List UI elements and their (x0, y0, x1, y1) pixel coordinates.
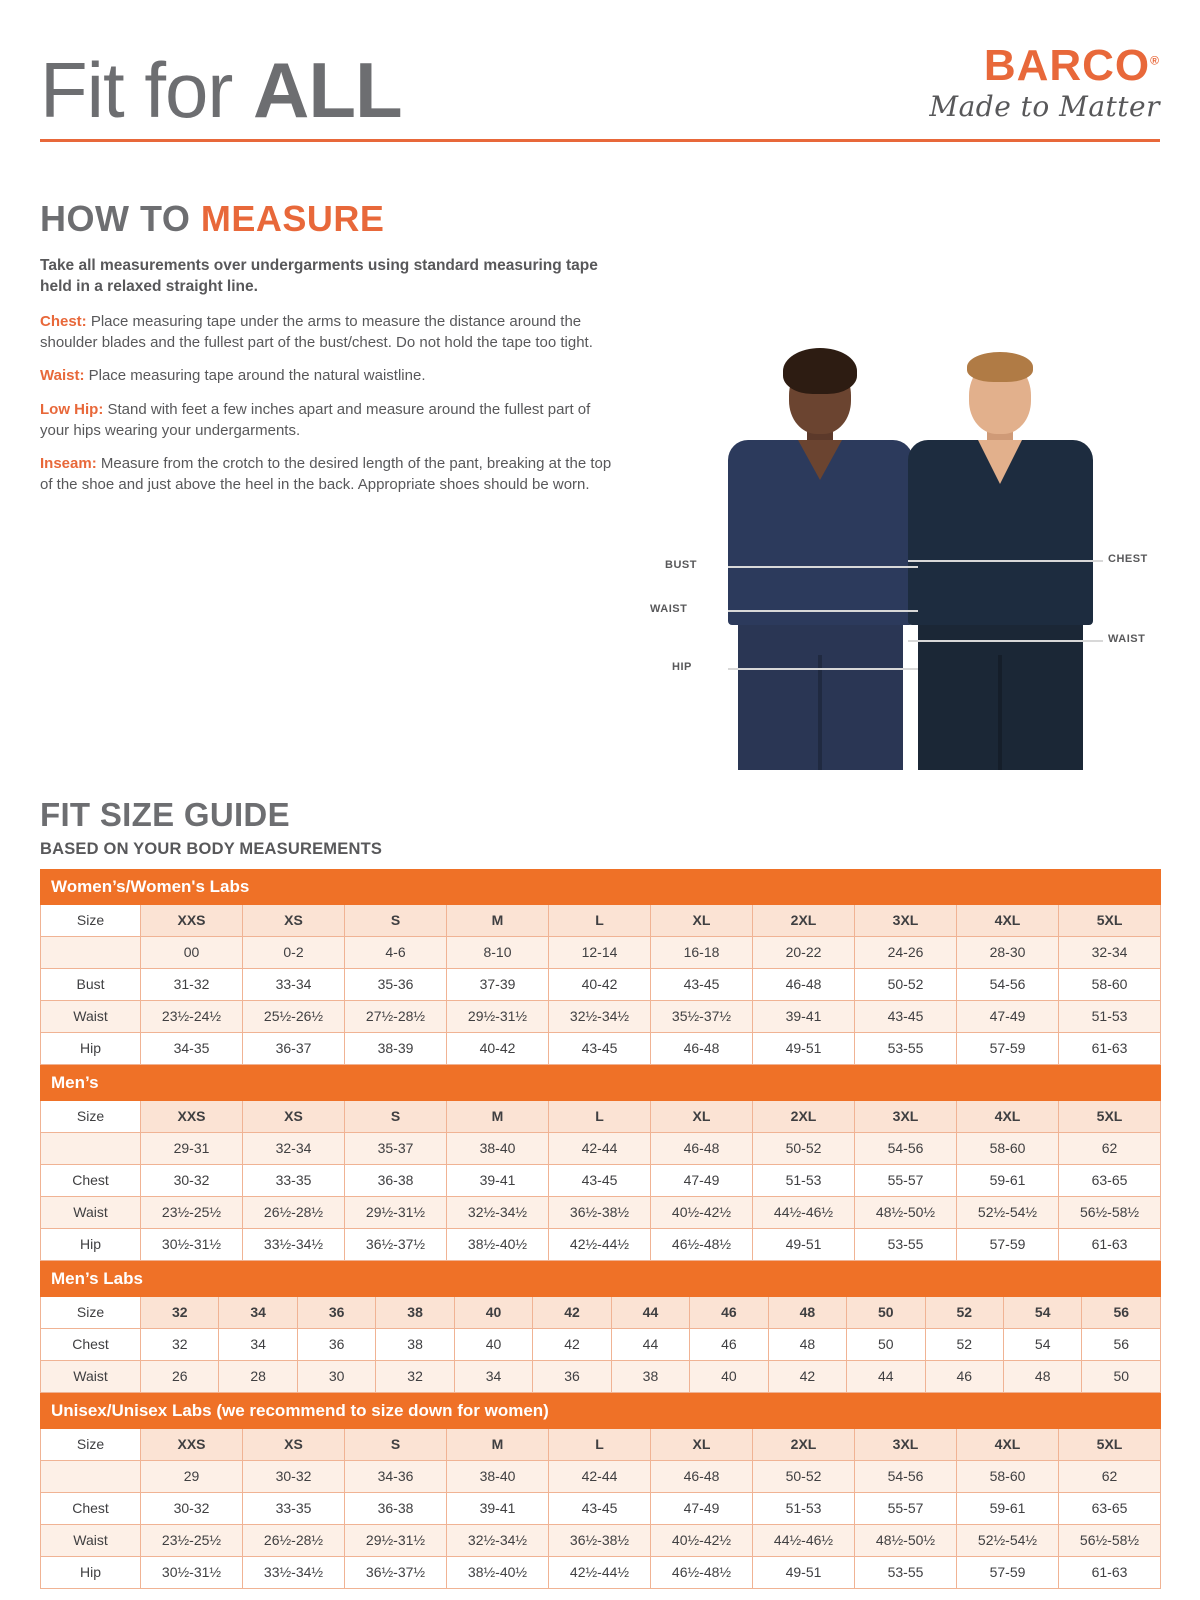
table-row-label: Waist (41, 1000, 141, 1032)
table-cell: 42-44 (549, 1132, 651, 1164)
table-cell: 27½-28½ (345, 1000, 447, 1032)
table-row (41, 1164, 1161, 1196)
brand-name-text: BARCO (983, 41, 1151, 90)
table-cell: 46½-48½ (651, 1556, 753, 1588)
table-cell: 29½-31½ (345, 1524, 447, 1556)
size-table-section-title: Women’s/Women's Labs (41, 869, 1161, 904)
table-cell: 54-56 (957, 968, 1059, 1000)
table-cell: 34 (219, 1328, 297, 1360)
table-row (41, 936, 1161, 968)
measure-item-chest-text: Place measuring tape under the arms to measure the distance around the shoulder blades and the fullest part of the bust/chest. Do not hold the tape too tight. (40, 312, 593, 351)
measure-item-waist-text: Place measuring tape around the natural waistline. (84, 367, 426, 385)
table-cell: XS (243, 1428, 345, 1460)
male-model-vneck (978, 440, 1022, 484)
table-cell: 52 (925, 1296, 1003, 1328)
table-cell: 23½-25½ (141, 1524, 243, 1556)
size-table-section-header (41, 1393, 1161, 1428)
table-cell: 38½-40½ (447, 1556, 549, 1588)
table-cell: 49-51 (753, 1032, 855, 1064)
label-hip: HIP (672, 661, 692, 673)
table-cell: 61-63 (1059, 1556, 1161, 1588)
table-cell: 42½-44½ (549, 1228, 651, 1260)
table-cell: 47-49 (651, 1164, 753, 1196)
table-cell: 57-59 (957, 1228, 1059, 1260)
table-cell: 43-45 (549, 1492, 651, 1524)
table-row-label: Size (41, 1428, 141, 1460)
measure-item-low-hip-text: Stand with feet a few inches apart and measure around the fullest part of your hips wearing your undergarments. (40, 400, 591, 439)
table-row (41, 1228, 1161, 1260)
table-row (41, 1492, 1161, 1524)
table-cell: S (345, 1428, 447, 1460)
size-tables (40, 869, 1160, 1589)
female-model-head (789, 360, 851, 434)
table-cell: 2XL (753, 1428, 855, 1460)
label-bust: BUST (665, 559, 697, 571)
table-cell: 59-61 (957, 1164, 1059, 1196)
how-to-measure-section (40, 198, 640, 496)
label-chest: CHEST (1108, 553, 1148, 565)
label-waist-right: WAIST (1108, 633, 1146, 645)
brand-logo (929, 41, 1160, 127)
table-cell: 48½-50½ (855, 1524, 957, 1556)
table-cell: 3XL (855, 1100, 957, 1132)
table-cell: 50-52 (753, 1132, 855, 1164)
waist-measure-line-female (728, 610, 918, 612)
table-cell: 38 (376, 1328, 454, 1360)
table-cell: 32½-34½ (447, 1524, 549, 1556)
brand-name (983, 41, 1160, 90)
size-table-section-title: Men’s Labs (41, 1261, 1161, 1296)
table-cell: 42½-44½ (549, 1556, 651, 1588)
table-cell: XXS (141, 1428, 243, 1460)
size-table (40, 1393, 1161, 1589)
table-cell: 62 (1059, 1132, 1161, 1164)
table-cell: L (549, 904, 651, 936)
table-cell: 30-32 (141, 1164, 243, 1196)
measure-lead-text: Take all measurements over undergarments using standard measuring tape held in a relaxed straight line. (40, 257, 598, 295)
table-cell: 46-48 (753, 968, 855, 1000)
table-cell: 46-48 (651, 1460, 753, 1492)
size-table (40, 869, 1161, 1065)
bust-measure-line (728, 566, 918, 568)
table-cell: 50 (847, 1328, 925, 1360)
page-title-bold: ALL (253, 45, 402, 134)
table-cell: 44½-46½ (753, 1524, 855, 1556)
table-cell: 00 (141, 936, 243, 968)
table-cell: 4XL (957, 1100, 1059, 1132)
size-table-section-header (41, 869, 1161, 904)
table-cell: 36½-37½ (345, 1556, 447, 1588)
table-cell: 35-37 (345, 1132, 447, 1164)
table-cell: 50 (1082, 1360, 1161, 1392)
table-cell: 36 (533, 1360, 611, 1392)
registered-trademark-icon: ® (1150, 53, 1160, 68)
table-row (41, 1328, 1161, 1360)
table-cell: 30-32 (141, 1492, 243, 1524)
hip-measure-line (728, 668, 918, 670)
table-cell: 42 (533, 1328, 611, 1360)
measure-item-waist-label: Waist: (40, 367, 85, 385)
table-cell: 30-32 (243, 1460, 345, 1492)
table-cell: 48½-50½ (855, 1196, 957, 1228)
table-cell: 33-35 (243, 1492, 345, 1524)
table-row (41, 1132, 1161, 1164)
table-cell: 29-31 (141, 1132, 243, 1164)
male-model-scrub-pants (918, 625, 1083, 770)
table-cell: 3XL (855, 904, 957, 936)
table-cell: M (447, 1428, 549, 1460)
table-cell: 59-61 (957, 1492, 1059, 1524)
measure-item-inseam-text: Measure from the crotch to the desired length of the pant, breaking at the top of the shoe and just above the heel in the back. Appropriate shoes should be worn. (40, 455, 612, 493)
table-row-label: Chest (41, 1328, 141, 1360)
table-cell: XS (243, 904, 345, 936)
table-cell: 36½-37½ (345, 1228, 447, 1260)
table-cell: 32-34 (1059, 936, 1161, 968)
table-row-label: Hip (41, 1228, 141, 1260)
male-model-scrub-top (908, 440, 1093, 625)
table-cell: 40½-42½ (651, 1196, 753, 1228)
table-cell: S (345, 1100, 447, 1132)
measurement-diagram (650, 370, 1160, 770)
table-cell: 54-56 (855, 1460, 957, 1492)
size-table-section-header (41, 1065, 1161, 1100)
table-cell: 35½-37½ (651, 1000, 753, 1032)
table-row (41, 1032, 1161, 1064)
table-cell: 44 (611, 1328, 689, 1360)
female-model-scrub-pants (738, 625, 903, 770)
table-cell: 46½-48½ (651, 1228, 753, 1260)
table-cell: 2XL (753, 904, 855, 936)
table-cell: 56 (1082, 1296, 1161, 1328)
table-cell: 3XL (855, 1428, 957, 1460)
table-cell: 61-63 (1059, 1228, 1161, 1260)
table-cell: XL (651, 904, 753, 936)
table-cell: L (549, 1100, 651, 1132)
table-row (41, 904, 1161, 936)
table-cell: 36½-38½ (549, 1196, 651, 1228)
table-row-label (41, 936, 141, 968)
table-cell: 51-53 (753, 1164, 855, 1196)
table-row-label: Size (41, 1296, 141, 1328)
table-cell: 47-49 (651, 1492, 753, 1524)
fit-size-guide-heading: FIT SIZE GUIDE (40, 795, 290, 833)
table-cell: 54-56 (855, 1132, 957, 1164)
table-cell: 33½-34½ (243, 1228, 345, 1260)
table-cell: 33-35 (243, 1164, 345, 1196)
table-cell: 20-22 (753, 936, 855, 968)
table-cell: 40-42 (447, 1032, 549, 1064)
measure-item-waist (40, 366, 615, 387)
table-cell: 36 (297, 1328, 375, 1360)
table-cell: 23½-24½ (141, 1000, 243, 1032)
table-cell: 58-60 (1059, 968, 1161, 1000)
table-cell: 53-55 (855, 1228, 957, 1260)
table-cell: 48 (1003, 1360, 1081, 1392)
table-cell: 44½-46½ (753, 1196, 855, 1228)
table-cell: 5XL (1059, 904, 1161, 936)
table-row (41, 1428, 1161, 1460)
table-cell: 37-39 (447, 968, 549, 1000)
table-cell: 40½-42½ (651, 1524, 753, 1556)
table-cell: 57-59 (957, 1556, 1059, 1588)
table-cell: 56 (1082, 1328, 1161, 1360)
table-cell: 32 (376, 1360, 454, 1392)
table-cell: 39-41 (753, 1000, 855, 1032)
table-row (41, 968, 1161, 1000)
table-cell: 38-40 (447, 1132, 549, 1164)
table-cell: 49-51 (753, 1556, 855, 1588)
table-cell: L (549, 1428, 651, 1460)
measure-item-low-hip (40, 400, 615, 441)
table-cell: 49-51 (753, 1228, 855, 1260)
table-cell: 32-34 (243, 1132, 345, 1164)
table-cell: 46-48 (651, 1132, 753, 1164)
measure-item-inseam-label: Inseam: (40, 455, 97, 473)
table-row (41, 1524, 1161, 1556)
table-cell: 48 (768, 1296, 846, 1328)
table-cell: 34 (454, 1360, 532, 1392)
measure-item-chest (40, 312, 615, 353)
fit-size-guide-section (40, 796, 1160, 1589)
table-row-label (41, 1132, 141, 1164)
table-row-label (41, 1460, 141, 1492)
table-cell: 5XL (1059, 1100, 1161, 1132)
table-cell: 62 (1059, 1460, 1161, 1492)
table-cell: 38-39 (345, 1032, 447, 1064)
table-cell: 38 (611, 1360, 689, 1392)
table-cell: 47-49 (957, 1000, 1059, 1032)
table-row-label: Bust (41, 968, 141, 1000)
female-model-illustration (725, 360, 915, 770)
table-cell: 25½-26½ (243, 1000, 345, 1032)
male-model-illustration (905, 360, 1095, 770)
table-cell: 30½-31½ (141, 1228, 243, 1260)
table-cell: 53-55 (855, 1556, 957, 1588)
table-row-label: Chest (41, 1164, 141, 1196)
table-cell: 42-44 (549, 1460, 651, 1492)
male-model-hair (967, 352, 1033, 382)
table-cell: 30½-31½ (141, 1556, 243, 1588)
chest-measure-line (908, 560, 1103, 562)
table-cell: XXS (141, 904, 243, 936)
size-table-section-header (41, 1261, 1161, 1296)
table-cell: 23½-25½ (141, 1196, 243, 1228)
page-header (40, 0, 1160, 133)
table-cell: 29½-31½ (447, 1000, 549, 1032)
table-cell: 43-45 (855, 1000, 957, 1032)
table-cell: XL (651, 1100, 753, 1132)
table-cell: 4XL (957, 904, 1059, 936)
table-row (41, 1296, 1161, 1328)
table-cell: 63-65 (1059, 1492, 1161, 1524)
table-row-label: Chest (41, 1492, 141, 1524)
table-cell: 54 (1003, 1328, 1081, 1360)
table-cell: XXS (141, 1100, 243, 1132)
table-cell: 54 (1003, 1296, 1081, 1328)
table-cell: 4XL (957, 1428, 1059, 1460)
waist-measure-line-male (908, 640, 1103, 642)
table-cell: 30 (297, 1360, 375, 1392)
table-cell: 12-14 (549, 936, 651, 968)
table-cell: 32 (141, 1328, 219, 1360)
measure-item-low-hip-label: Low Hip: (40, 400, 104, 418)
label-waist-left: WAIST (650, 603, 688, 615)
table-cell: 51-53 (753, 1492, 855, 1524)
table-row (41, 1000, 1161, 1032)
table-cell: 28-30 (957, 936, 1059, 968)
table-row (41, 1460, 1161, 1492)
table-cell: 50-52 (855, 968, 957, 1000)
table-cell: 16-18 (651, 936, 753, 968)
table-cell: 28 (219, 1360, 297, 1392)
table-cell: 36-38 (345, 1492, 447, 1524)
measure-item-chest-label: Chest: (40, 312, 87, 330)
table-cell: 52½-54½ (957, 1196, 1059, 1228)
table-cell: 57-59 (957, 1032, 1059, 1064)
table-cell: 36 (297, 1296, 375, 1328)
table-cell: 32½-34½ (549, 1000, 651, 1032)
table-cell: 55-57 (855, 1492, 957, 1524)
table-cell: 33½-34½ (243, 1556, 345, 1588)
table-cell: 24-26 (855, 936, 957, 968)
page-title (40, 45, 402, 134)
table-cell: 35-36 (345, 968, 447, 1000)
table-row (41, 1100, 1161, 1132)
table-cell: M (447, 1100, 549, 1132)
table-cell: 40-42 (549, 968, 651, 1000)
table-cell: 39-41 (447, 1492, 549, 1524)
table-cell: 63-65 (1059, 1164, 1161, 1196)
table-cell: S (345, 904, 447, 936)
table-cell: 58-60 (957, 1460, 1059, 1492)
table-row-label: Hip (41, 1556, 141, 1588)
table-row-label: Waist (41, 1196, 141, 1228)
table-cell: 0-2 (243, 936, 345, 968)
table-cell: 44 (611, 1296, 689, 1328)
female-model-hair (783, 348, 857, 394)
table-cell: 50 (847, 1296, 925, 1328)
table-cell: 58-60 (957, 1132, 1059, 1164)
table-cell: 31-32 (141, 968, 243, 1000)
how-to-measure-heading-plain: HOW TO (40, 198, 201, 239)
table-row-label: Waist (41, 1524, 141, 1556)
brand-tagline: Made to Matter (929, 90, 1160, 123)
male-model-head (969, 360, 1031, 434)
table-row-label: Hip (41, 1032, 141, 1064)
table-cell: 32 (141, 1296, 219, 1328)
table-cell: 38 (376, 1296, 454, 1328)
table-cell: 46 (925, 1360, 1003, 1392)
size-table-section-title: Men’s (41, 1065, 1161, 1100)
table-cell: 39-41 (447, 1164, 549, 1196)
table-cell: 26½-28½ (243, 1196, 345, 1228)
measure-item-inseam (40, 454, 615, 495)
table-row (41, 1196, 1161, 1228)
table-cell: 43-45 (549, 1164, 651, 1196)
table-cell: 55-57 (855, 1164, 957, 1196)
table-cell: 42 (768, 1360, 846, 1392)
table-cell: 34-36 (345, 1460, 447, 1492)
fit-size-guide-subheading: BASED ON YOUR BODY MEASUREMENTS (40, 839, 383, 858)
table-row-label: Waist (41, 1360, 141, 1392)
table-cell: 5XL (1059, 1428, 1161, 1460)
table-cell: 40 (454, 1328, 532, 1360)
table-cell: 36-38 (345, 1164, 447, 1196)
size-table-section-title: Unisex/Unisex Labs (we recommend to size down for women) (41, 1393, 1161, 1428)
header-divider (40, 139, 1160, 142)
page-title-light: Fit for (40, 45, 254, 134)
table-cell: XS (243, 1100, 345, 1132)
table-row (41, 1556, 1161, 1588)
table-cell: 33-34 (243, 968, 345, 1000)
table-cell: 48 (768, 1328, 846, 1360)
female-model-scrub-top (728, 440, 913, 625)
table-cell: 50-52 (753, 1460, 855, 1492)
table-cell: 34-35 (141, 1032, 243, 1064)
table-cell: 38-40 (447, 1460, 549, 1492)
table-cell: 29½-31½ (345, 1196, 447, 1228)
table-row-label: Size (41, 1100, 141, 1132)
how-to-measure-heading-accent: MEASURE (200, 198, 385, 239)
table-cell: 44 (847, 1360, 925, 1392)
table-cell: 46-48 (651, 1032, 753, 1064)
table-cell: 56½-58½ (1059, 1524, 1161, 1556)
table-cell: 51-53 (1059, 1000, 1161, 1032)
table-cell: 32½-34½ (447, 1196, 549, 1228)
table-cell: 34 (219, 1296, 297, 1328)
how-to-measure-heading (40, 198, 640, 240)
table-cell: 43-45 (651, 968, 753, 1000)
table-cell: 4-6 (345, 936, 447, 968)
table-cell: M (447, 904, 549, 936)
table-cell: 56½-58½ (1059, 1196, 1161, 1228)
table-cell: 8-10 (447, 936, 549, 968)
size-table (40, 1261, 1161, 1393)
table-cell: 40 (690, 1360, 768, 1392)
table-cell: 53-55 (855, 1032, 957, 1064)
table-cell: 42 (533, 1296, 611, 1328)
table-cell: 26½-28½ (243, 1524, 345, 1556)
table-cell: 61-63 (1059, 1032, 1161, 1064)
table-cell: 36-37 (243, 1032, 345, 1064)
table-cell: 52½-54½ (957, 1524, 1059, 1556)
table-cell: 46 (690, 1328, 768, 1360)
table-cell: 2XL (753, 1100, 855, 1132)
table-cell: 40 (454, 1296, 532, 1328)
table-cell: 38½-40½ (447, 1228, 549, 1260)
table-cell: 46 (690, 1296, 768, 1328)
female-model-vneck (798, 440, 842, 480)
table-cell: 52 (925, 1328, 1003, 1360)
table-cell: 36½-38½ (549, 1524, 651, 1556)
table-cell: 26 (141, 1360, 219, 1392)
size-table (40, 1065, 1161, 1261)
table-cell: 43-45 (549, 1032, 651, 1064)
table-row-label: Size (41, 904, 141, 936)
table-cell: XL (651, 1428, 753, 1460)
table-row (41, 1360, 1161, 1392)
table-cell: 29 (141, 1460, 243, 1492)
